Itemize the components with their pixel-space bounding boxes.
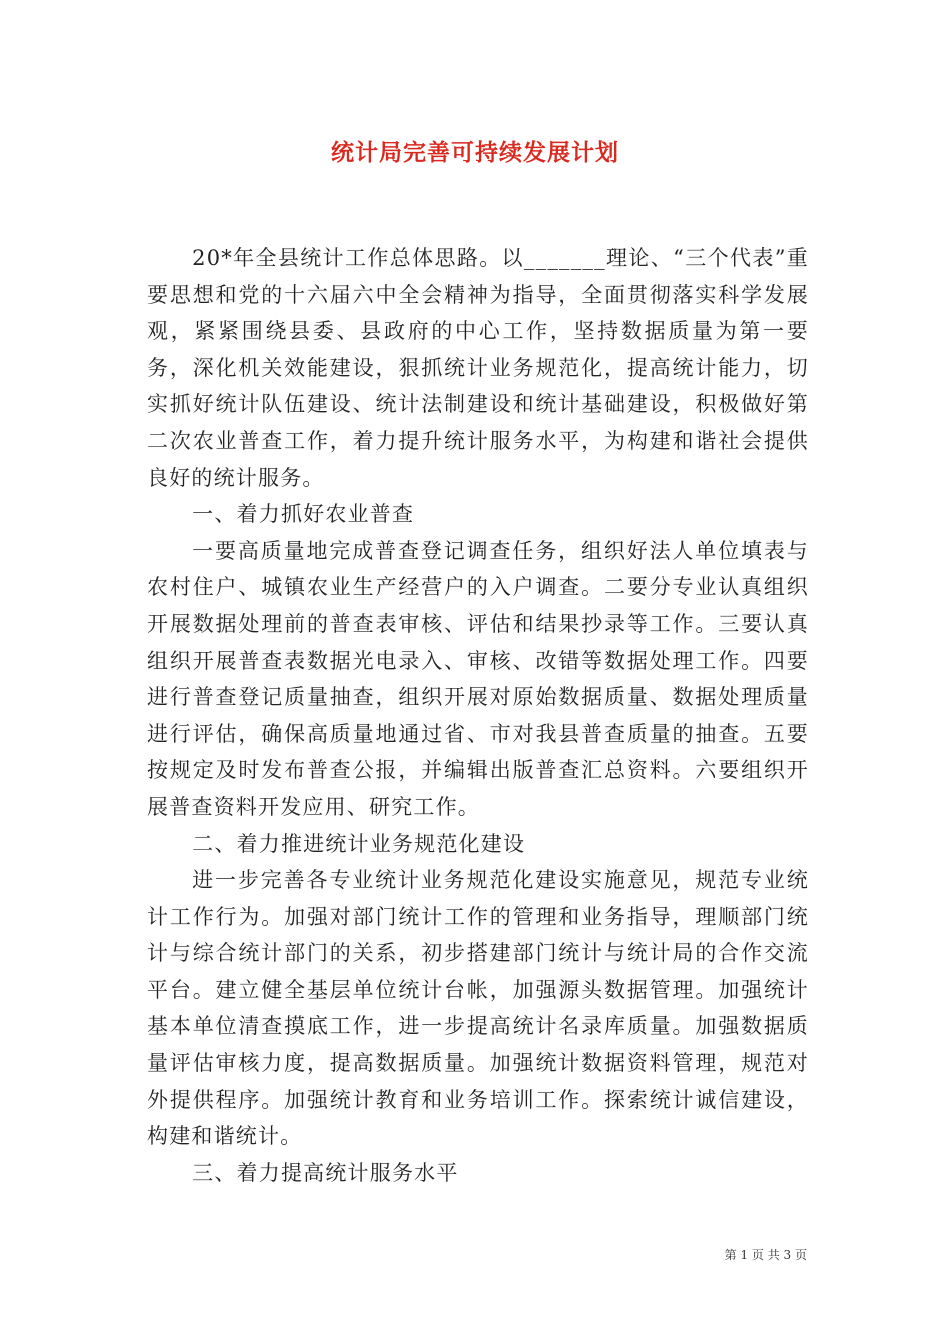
paragraph-intro: 20*年全县统计工作总体思路。以_______理论、“三个代表”重要思想和党的十六届六中全会精神为指导，全面贯彻落实科学发展观，紧紧围绕县委、县政府的中心工作，坚持数据质量为第一要务，深化机关效能建设，狠抓统计业务规范化，提高统计能力，切实抓好统计队伍建设、统计法制建设和统计基础建设，积极做好第二次农业普查工作，着力提升统计服务水平，为构建和谐社会提供良好的统计服务。 — [147, 246, 809, 490]
section-heading-1: 一、着力抓好农业普查 — [192, 502, 415, 527]
section-heading-3: 三、着力提高统计服务水平 — [192, 1160, 459, 1185]
section-heading-2: 二、着力推进统计业务规范化建设 — [192, 831, 526, 856]
page-title: 统计局完善可持续发展计划 — [331, 140, 619, 166]
paragraph-section-1: 一要高质量地完成普查登记调查任务，组织好法人单位填表与农村住户、城镇农业生产经营户的入户调查。二要分专业认真组织开展数据处理前的普查表审核、评估和结果抄录等工作。三要认真组织开展普查表数据光电录入、审核、改错等数据处理工作。四要进行普查登记质量抽查，组织开展对原始数据质量、数据处理质量进行评估，确保高质量地通过省、市对我县普查质量的抽查。五要按规定及时发布普查公报，并编辑出版普查汇总资料。六要组织开展普查资料开发应用、研究工作。 — [147, 538, 809, 819]
page-number-footer: 第 1 页 共 3 页 — [724, 1248, 807, 1262]
paragraph-section-2: 进一步完善各专业统计业务规范化建设实施意见，规范专业统计工作行为。加强对部门统计工作的管理和业务指导，理顺部门统计与综合统计部门的关系，初步搭建部门统计与统计局的合作交流平台。建立健全基层单位统计台帐，加强源头数据管理。加强统计基本单位清查摸底工作，进一步提高统计名录库质量。加强数据质量评估审核力度，提高数据质量。加强统计数据资料管理，规范对外提供程序。加强统计教育和业务培训工作。探索统计诚信建设，构建和谐统计。 — [147, 868, 809, 1149]
document-body — [147, 240, 809, 1191]
